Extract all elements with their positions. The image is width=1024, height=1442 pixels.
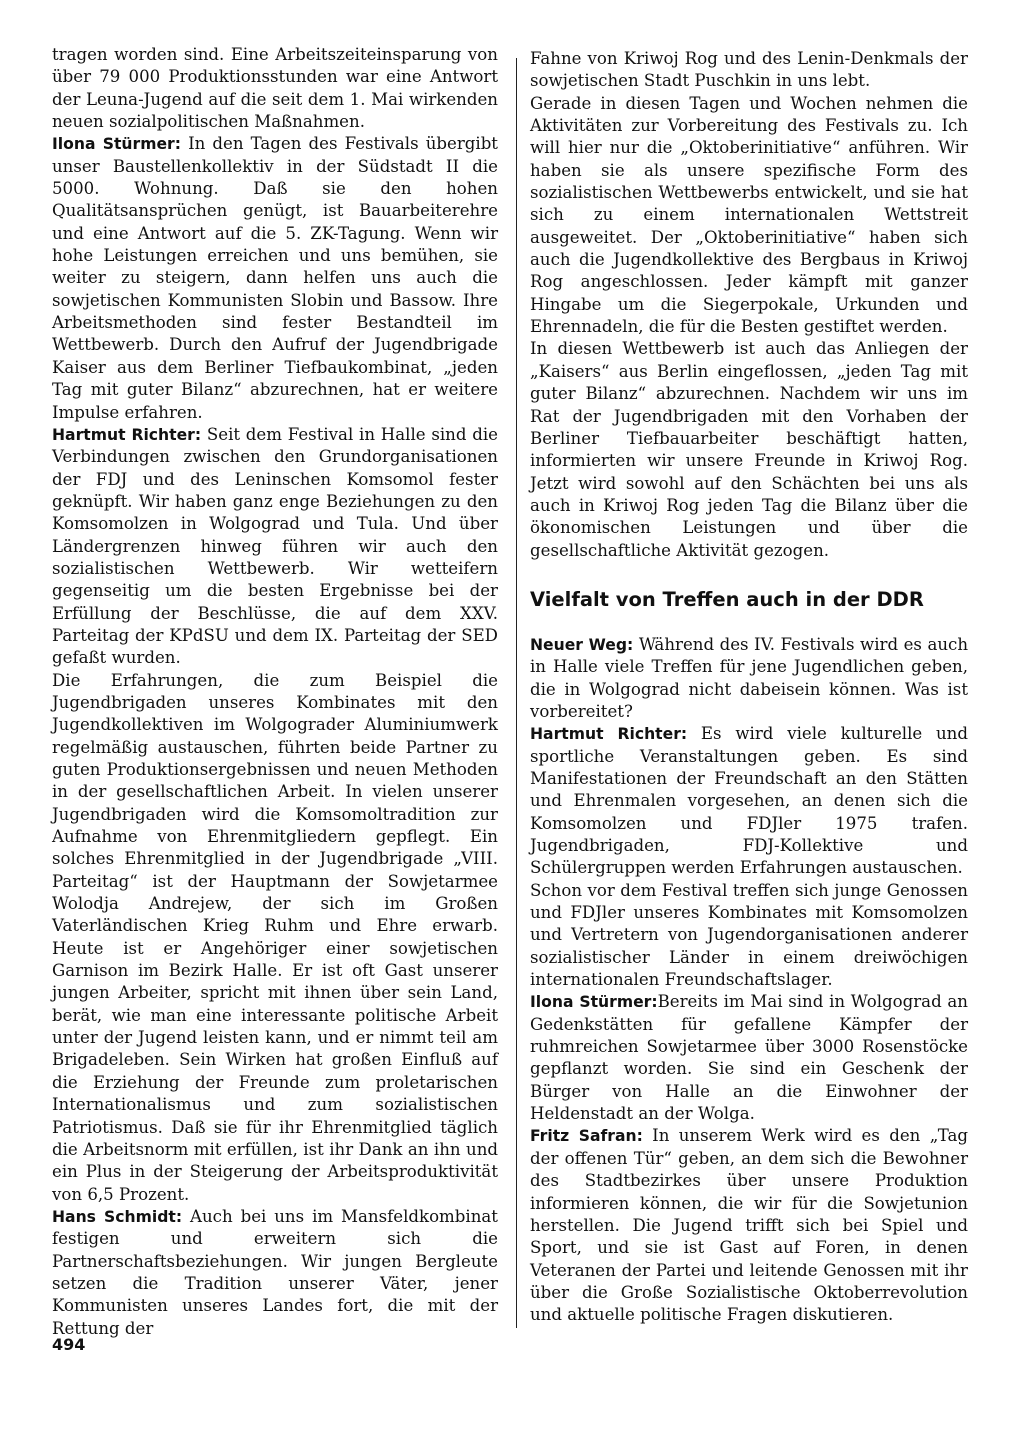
paragraph bbox=[530, 991, 968, 1125]
paragraph bbox=[52, 424, 498, 670]
paragraph: Gerade in diesen Tagen und Wochen nehmen die Aktivitäten zur Vorbereitung des Festivals zu. Ich will hier nur die „Oktoberinitiative“ anführen. Wir haben sie als unsere spezifische Form des sozialistischen Wettbewerbs entwickelt, und sie hat sich zu einem internationalen Wettstreit ausgeweitet. Der „Oktoberinitiative“ haben sich auch die Jugendkollektive des Bergbaus in Kriwoj Rog angeschlossen. Jeder kämpft mit ganzer Hingabe um die Siegerpokale, Urkunden und Ehrennadeln, die für die Besten gestiftet werden. bbox=[530, 93, 968, 337]
paragraph: Schon vor dem Festival treffen sich junge Genossen und FDJler unseres Kombinates mit Komsomolzen und Vertretern von Jugendorganisationen anderer sozialistischer Länder in einem dreiwöchigen internationalen Freundschaftslager. bbox=[530, 880, 968, 990]
speaker-name: Ilona Stürmer: bbox=[52, 135, 181, 154]
paragraph: Fahne von Kriwoj Rog und des Lenin-Denkmals der sowjetischen Stadt Puschkin in uns lebt. bbox=[530, 49, 968, 91]
paragraph bbox=[52, 1206, 498, 1340]
paragraph bbox=[530, 723, 968, 879]
page-number: 494 bbox=[52, 1335, 86, 1354]
right-column bbox=[530, 48, 968, 1327]
speaker-name: Neuer Weg: bbox=[530, 635, 634, 654]
left-column bbox=[52, 44, 498, 1340]
paragraph-text: In unserem Werk wird es den „Tag der offenen Tür“ geben, an dem sich die Bewohner des Stadtbezirkes über unsere Produktion informieren können, die wir für die Sowjetunion herstellen. Die Jugend trifft sich bei Spiel und Sport, und sie ist Gast auf Foren, in denen Veteranen der Partei und leitende Genossen mit ihr über die Große Sozialistische Oktoberrevolution und aktuelle politische Fragen diskutieren. bbox=[530, 1126, 968, 1325]
speaker-name: Hans Schmidt: bbox=[52, 1207, 183, 1226]
paragraph bbox=[52, 133, 498, 423]
column-divider bbox=[516, 58, 517, 1328]
speaker-name: Ilona Stürmer: bbox=[530, 993, 658, 1012]
paragraph: Die Erfahrungen, die zum Beispiel die Jugendbrigaden unseres Kombinates mit den Jugendkollektiven im Wolgograder Aluminiumwerk regelmäßig austauschen, führten beide Partner zu guten Produktionsergebnissen und neuen Methoden in der gesellschaftlichen Arbeit. In vielen unserer Jugendbrigaden wird die Komsomoltradition zur Aufnahme von Ehrenmitgliedern gepflegt. Ein solches Ehrenmitglied in der Jugendbrigade „VIII. Parteitag“ ist der Hauptmann der Sowjetarmee Wolodja Andrejew, der sich im Großen Vaterländischen Krieg Ruhm und Ehre erwarb. Heute ist er Angehöriger einer sowjetischen Garnison im Bezirk Halle. Er ist oft Gast unserer jungen Arbeiter, spricht mit ihnen über sein Land, berät, wie man eine interessante politische Arbeit unter der Jugend leisten kann, und er nimmt teil am Brigadeleben. Sein Wirken hat großen Einfluß auf die Erziehung der Freunde zum proletarischen Internationalismus und zum sozialistischen Patriotismus. Daß sie für ihr Ehrenmitglied täglich die Arbeitsnorm mit erfüllen, ist ihr Dank an ihn und ein Plus in der Steigerung der Arbeitsproduktivität von 6,5 Prozent. bbox=[52, 670, 498, 1204]
paragraph: In diesen Wettbewerb ist auch das Anliegen der „Kaisers“ aus Berlin eingeflossen, „jeden Tag mit guter Bilanz“ abzurechnen. Nachdem wir uns im Rat der Jugendbrigaden mit den Vorhaben der Berliner Tiefbauarbeiter beschäftigt hatten, informierten wir unsere Freunde in Kriwoj Rog. Jetzt wird sowohl auf den Schächten bei uns als auch in Kriwoj Rog jeden Tag die Bilanz über die ökonomischen Leistungen und über die gesellschaftliche Aktivität gezogen. bbox=[530, 339, 968, 560]
paragraph-text: Es wird viele kulturelle und sportliche Veranstaltungen geben. Es sind Manifestationen der Freundschaft an den Stätten und Ehrenmalen vorgesehen, an denen sich die Komsomolzen und FDJler 1975 trafen. Jugendbrigaden, FDJ-Kollektive und Schülergruppen werden Erfahrungen austauschen. bbox=[530, 724, 968, 878]
section-heading: Vielfalt von Treffen auch in der DDR bbox=[530, 587, 924, 611]
paragraph-text: Auch bei uns im Mansfeldkombinat festigen und erweitern sich die Partnerschaftsbeziehungen. Wir jungen Bergleute setzen die Tradition unserer Väter, jener Kommunisten unseres Landes fort, die mit der Rettung der bbox=[52, 1206, 498, 1338]
paragraph-text: In den Tagen des Festivals übergibt unser Baustellenkollektiv in der Südstadt II die 5000. Wohnung. Daß sie den hohen Qualitätsansprüchen genügt, ist Bauarbeiterehre und eine Antwort auf die 5. ZK-Tagung. Wenn wir hohe Leistungen erreichen und uns bemühen, sie weiter zu steigern, dann helfen uns auch die sowjetischen Kommunisten Slobin und Bassow. Ihre Arbeitsmethoden sind fester Bestandteil im Wettbewerb. Durch den Aufruf der Jugendbrigade Kaiser aus dem Berliner Tiefbaukombinat, „jeden Tag mit guter Bilanz“ abzurechnen, hat er weitere Impulse erfahren. bbox=[52, 134, 498, 422]
paragraph bbox=[530, 1125, 968, 1326]
paragraph-text: Bereits im Mai sind in Wolgograd an Gedenkstätten für gefallene Kämpfer der ruhmreichen Sowjetarmee über 3000 Rosenstöcke gepflanzt worden. Sie sind ein Geschenk der Bürger von Halle an die Einwohner der Heldenstadt an der Wolga. bbox=[530, 992, 968, 1124]
paragraph-text: Während des IV. Festivals wird es auch in Halle viele Treffen für jene Jugendlichen geben, die in Wolgograd nicht dabeisein können. Was ist vorbereitet? bbox=[530, 634, 969, 721]
speaker-name: Fritz Safran: bbox=[530, 1127, 643, 1146]
paragraph: tragen worden sind. Eine Arbeitszeiteinsparung von über 79 000 Produktionsstunden war eine Antwort der Leuna-Jugend auf die seit dem 1. Mai wirkenden neuen sozialpolitischen Maßnahmen. bbox=[52, 45, 498, 132]
speaker-name: Hartmut Richter: bbox=[52, 425, 202, 444]
speaker-name: Hartmut Richter: bbox=[530, 725, 688, 744]
paragraph-text: Seit dem Festival in Halle sind die Verbindungen zwischen den Grundorganisationen der FDJ und des Leninschen Komsomol fester geknüpft. Wir haben ganz enge Beziehungen zu den Komsomolzen in Wolgograd und Tula. Und über Ländergrenzen hinweg führen wir auch den sozialistischen Wettbewerb. Wir wetteifern gegenseitig um die besten Ergebnisse bei der Erfüllung der Beschlüsse, die auf dem XXV. Parteitag der KPdSU und dem IX. Parteitag der SED gefaßt wurden. bbox=[52, 424, 498, 668]
paragraph bbox=[530, 634, 968, 723]
